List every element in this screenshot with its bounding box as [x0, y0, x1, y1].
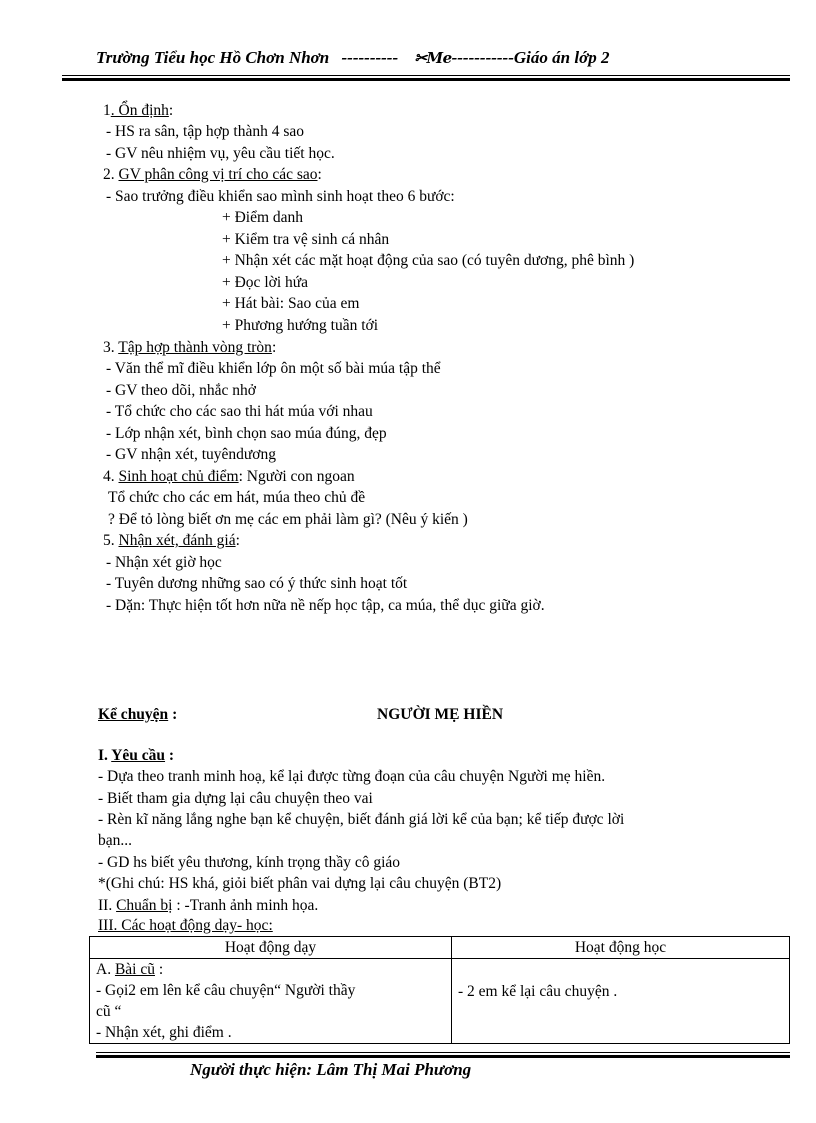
- teaching-cell: [90, 959, 452, 1044]
- section-1-heading: 1. Ổn định:: [103, 102, 174, 119]
- section-4-heading: 4. Sinh hoạt chủ điểm: Người con ngoan: [103, 468, 355, 485]
- learning-cell: - 2 em kể lại câu chuyện .: [452, 959, 790, 1044]
- footer-rule-thick: [96, 1055, 790, 1058]
- preparation-line: II. Chuẩn bị : -Tranh ảnh minh họa.: [98, 897, 319, 914]
- line-s5: - Dặn: Thực hiện tốt hơn nữa nề nếp học tập, ca múa, thể dục giữa giờ.: [106, 597, 545, 614]
- step-item: + Kiểm tra vệ sinh cá nhân: [222, 231, 390, 248]
- step-item: + Hát bài: Sao của em: [222, 295, 360, 312]
- step-item: + Nhận xét các mặt hoạt động của sao (có tuyên dương, phê bình ): [222, 252, 635, 269]
- requirement-line: - GD hs biết yêu thương, kính trọng thầy cô giáo: [98, 854, 401, 871]
- line-s4: Tổ chức cho các em hát, múa theo chủ đề: [108, 489, 366, 506]
- requirements-heading: I. Yêu cầu :: [98, 747, 175, 764]
- header-logo: ✂Me: [414, 49, 452, 67]
- col-learning-header: Hoạt động học: [452, 937, 790, 959]
- activities-heading: III. Các hoạt động dạy- học:: [98, 917, 273, 934]
- old-lesson-heading: A. Bài cũ :: [96, 961, 164, 978]
- line-s5: - Nhận xét giờ học: [106, 554, 222, 571]
- requirement-line: - Rèn kĩ năng lắng nghe bạn kể chuyện, biết đánh giá lời kể của bạn; kể tiếp được lời: [98, 811, 625, 828]
- requirement-line: bạn...: [98, 832, 133, 849]
- section-3-heading: 3. Tập hợp thành vòng tròn:: [103, 339, 277, 356]
- line-s1a: - HS ra sân, tập hợp thành 4 sao: [106, 123, 305, 140]
- lesson-plan-label: Giáo án lớp 2: [513, 48, 610, 67]
- header-rule-thick: [62, 78, 790, 81]
- step-item: + Đọc lời hứa: [222, 274, 309, 291]
- table-row: [90, 959, 790, 1044]
- col-teaching-header: Hoạt động dạy: [90, 937, 452, 959]
- header-dashes-left: ----------: [341, 48, 399, 67]
- story-label: Kể chuyện :: [98, 706, 178, 723]
- teaching-line: - Nhận xét, ghi điểm .: [96, 1024, 232, 1041]
- table-header-row: [90, 937, 790, 959]
- school-name: Trường Tiểu học Hồ Chơn Nhơn: [96, 48, 330, 67]
- requirement-line: - Dựa theo tranh minh hoạ, kể lại được từng đoạn của câu chuyện Người mẹ hiền.: [98, 768, 606, 785]
- line-s1b: - GV nêu nhiệm vụ, yêu cầu tiết học.: [106, 145, 335, 162]
- section-2-heading: 2. GV phân công vị trí cho các sao:: [103, 166, 322, 183]
- teaching-line: - Gọi2 em lên kể câu chuyện“ Người thầy: [96, 982, 356, 999]
- line-s5: - Tuyên dương những sao có ý thức sinh hoạt tốt: [106, 575, 408, 592]
- author-line: Người thực hiện: Lâm Thị Mai Phương: [190, 1060, 472, 1079]
- requirement-line: *(Ghi chú: HS khá, giỏi biết phân vai dựng lại câu chuyện (BT2): [98, 875, 502, 892]
- line-s4: ? Để tỏ lòng biết ơn mẹ các em phải làm gì? (Nêu ý kiến ): [108, 511, 468, 528]
- footer-rule-thin: [96, 1052, 790, 1053]
- line-s3: - GV theo dõi, nhắc nhở: [106, 382, 256, 399]
- step-item: + Điểm danh: [222, 209, 304, 226]
- story-title: NGƯỜI MẸ HIỀN: [377, 706, 504, 723]
- section-5-heading: 5. Nhận xét, đánh giá:: [103, 532, 240, 549]
- line-s3: - Tổ chức cho các sao thi hát múa với nhau: [106, 403, 373, 420]
- header-rule-thin: [62, 75, 790, 76]
- line-s3: - Lớp nhận xét, bình chọn sao múa đúng, đẹp: [106, 425, 387, 442]
- header-dashes-right: -----------: [451, 48, 514, 67]
- step-item: + Phương hướng tuần tới: [222, 317, 379, 334]
- line-s3: - Văn thể mĩ điều khiển lớp ôn một số bài múa tập thể: [106, 360, 441, 377]
- teaching-line: cũ “: [96, 1003, 122, 1020]
- line-s2a: - Sao trưởng điều khiển sao mình sinh hoạt theo 6 bước:: [106, 188, 455, 205]
- activities-table: [89, 936, 790, 1044]
- page-header: [96, 48, 609, 68]
- line-s3: - GV nhận xét, tuyêndương: [106, 446, 276, 463]
- requirement-line: - Biết tham gia dựng lại câu chuyện theo vai: [98, 790, 373, 807]
